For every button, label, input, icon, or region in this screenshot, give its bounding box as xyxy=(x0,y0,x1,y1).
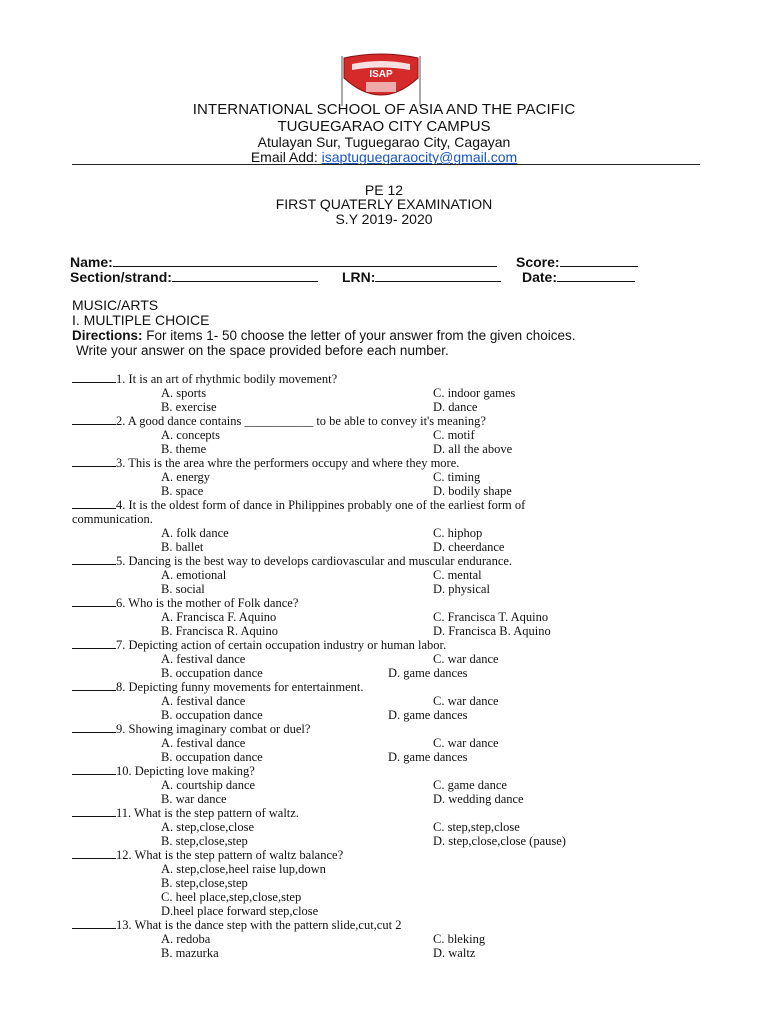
question-11 xyxy=(72,806,712,820)
choice-a: A. Francisca F. Aquino xyxy=(161,610,277,624)
school-address: Atulayan Sur, Tuguegarao City, Cagayan xyxy=(257,134,511,150)
choice-c: C. war dance xyxy=(433,694,499,708)
question-12 xyxy=(72,848,712,862)
choice-a: A. concepts xyxy=(161,428,221,442)
question-4-continued: communication. xyxy=(72,512,153,526)
choice-c: C. motif xyxy=(433,428,475,442)
exam-school-year: S.Y 2019- 2020 xyxy=(335,211,433,227)
choice-b: B. occupation dance xyxy=(161,708,263,722)
section-blank[interactable] xyxy=(172,270,318,282)
school-logo-icon xyxy=(336,52,426,108)
question-7 xyxy=(72,638,712,652)
choice-a: A. step,close,heel raise lup,down xyxy=(161,862,326,876)
choice-b: B. social xyxy=(161,582,205,596)
choice-d: D. game dances xyxy=(388,708,468,722)
answer-blank[interactable] xyxy=(72,372,116,383)
choice-d: D. waltz xyxy=(433,946,476,960)
score-blank[interactable] xyxy=(560,255,638,267)
question-8 xyxy=(72,680,712,694)
name-blank[interactable] xyxy=(113,255,497,267)
question-9 xyxy=(72,722,712,736)
name-label: Name: xyxy=(70,254,113,270)
question-text: 4. It is the oldest form of dance in Philippines probably one of the earliest form of xyxy=(116,498,526,512)
choice-b: B. Francisca R. Aquino xyxy=(161,624,279,638)
choice-c: C. mental xyxy=(433,568,482,582)
score-field xyxy=(516,254,638,270)
answer-blank[interactable] xyxy=(72,596,116,607)
section-area: MUSIC/ARTS xyxy=(72,297,159,313)
answer-blank[interactable] xyxy=(72,554,116,565)
name-field xyxy=(70,254,497,270)
question-13 xyxy=(72,918,712,932)
header-divider xyxy=(72,164,700,165)
school-email-line xyxy=(0,149,768,165)
choice-a: A. festival dance xyxy=(161,652,246,666)
choice-a: A. redoba xyxy=(161,932,211,946)
choice-d: D. Francisca B. Aquino xyxy=(433,624,551,638)
answer-blank[interactable] xyxy=(72,414,116,425)
date-label: Date: xyxy=(522,269,558,285)
directions-label: Directions: xyxy=(72,328,143,343)
choice-b: B. mazurka xyxy=(161,946,219,960)
question-1 xyxy=(72,372,712,386)
section-field xyxy=(70,269,318,285)
choice-d: D. all the above xyxy=(433,442,513,456)
question-text: 9. Showing imaginary combat or duel? xyxy=(116,722,311,736)
question-3 xyxy=(72,456,712,470)
question-text: 6. Who is the mother of Folk dance? xyxy=(116,596,299,610)
directions-text-1: For items 1- 50 choose the letter of your answer from the given choices. xyxy=(142,328,576,343)
choice-c: C. timing xyxy=(433,470,481,484)
answer-blank[interactable] xyxy=(72,680,116,691)
choice-c: C. bleking xyxy=(433,932,486,946)
question-text: 11. What is the step pattern of waltz. xyxy=(116,806,299,820)
lrn-label: LRN: xyxy=(342,269,376,285)
choice-a: A. courtship dance xyxy=(161,778,256,792)
date-blank[interactable] xyxy=(557,270,635,282)
question-text: 3. This is the area whre the performers occupy and where they more. xyxy=(116,456,460,470)
choice-d: D. step,close,close (pause) xyxy=(433,834,566,848)
campus-name: TUGUEGARAO CITY CAMPUS xyxy=(277,118,491,135)
choice-c: C. Francisca T. Aquino xyxy=(433,610,549,624)
question-text: 13. What is the dance step with the pattern slide,cut,cut 2 xyxy=(116,918,402,932)
choice-c: C. war dance xyxy=(433,652,499,666)
choice-d: D. game dances xyxy=(388,666,468,680)
choice-b: B. occupation dance xyxy=(161,750,263,764)
directions xyxy=(72,328,702,358)
choice-d: D. game dances xyxy=(388,750,468,764)
choice-c: C. indoor games xyxy=(433,386,516,400)
school-name: INTERNATIONAL SCHOOL OF ASIA AND THE PACIFIC xyxy=(192,101,576,118)
choice-c: C. game dance xyxy=(433,778,507,792)
question-text: 2. A good dance contains ___________ to be able to convey it's meaning? xyxy=(116,414,486,428)
choice-d: D.heel place forward step,close xyxy=(161,904,319,918)
answer-blank[interactable] xyxy=(72,806,116,817)
email-label: Email Add: xyxy=(250,149,322,165)
answer-blank[interactable] xyxy=(72,456,116,467)
choice-a: A. emotional xyxy=(161,568,227,582)
question-4 xyxy=(72,498,712,512)
choice-a: A. festival dance xyxy=(161,694,246,708)
question-text: 12. What is the step pattern of waltz balance? xyxy=(116,848,344,862)
choice-c: C. war dance xyxy=(433,736,499,750)
question-10 xyxy=(72,764,712,778)
choice-b: B. ballet xyxy=(161,540,204,554)
choice-d: D. cheerdance xyxy=(433,540,505,554)
answer-blank[interactable] xyxy=(72,764,116,775)
choice-a: A. energy xyxy=(161,470,211,484)
question-2 xyxy=(72,414,712,428)
choice-b: B. theme xyxy=(161,442,207,456)
choice-b: B. step,close,step xyxy=(161,876,248,890)
choice-a: A. folk dance xyxy=(161,526,229,540)
exam-title: FIRST QUATERLY EXAMINATION xyxy=(275,196,493,212)
lrn-field xyxy=(342,269,501,285)
section-label: Section/strand: xyxy=(70,269,172,285)
directions-text-2: Write your answer on the space provided before each number. xyxy=(76,343,449,358)
choice-d: D. wedding dance xyxy=(433,792,524,806)
question-6 xyxy=(72,596,712,610)
choice-b: B. occupation dance xyxy=(161,666,263,680)
lrn-blank[interactable] xyxy=(375,270,501,282)
question-text: 5. Dancing is the best way to develops cardiovascular and muscular endurance. xyxy=(116,554,513,568)
choice-c: C. hiphop xyxy=(433,526,483,540)
choice-d: D. bodily shape xyxy=(433,484,512,498)
choice-b: B. exercise xyxy=(161,400,217,414)
answer-blank[interactable] xyxy=(72,498,116,509)
choice-b: B. space xyxy=(161,484,204,498)
choice-a: A. step,close,close xyxy=(161,820,255,834)
choice-c: C. heel place,step,close,step xyxy=(161,890,302,904)
question-text: 1. It is an art of rhythmic bodily movement? xyxy=(116,372,338,386)
score-label: Score: xyxy=(516,254,560,270)
question-text: 10. Depicting love making? xyxy=(116,764,255,778)
answer-blank[interactable] xyxy=(72,918,116,929)
choice-b: B. step,close,step xyxy=(161,834,248,848)
answer-blank[interactable] xyxy=(72,848,116,859)
choice-a: A. festival dance xyxy=(161,736,246,750)
answer-blank[interactable] xyxy=(72,638,116,649)
date-field xyxy=(522,269,635,285)
choice-d: D. dance xyxy=(433,400,478,414)
question-text: 8. Depicting funny movements for entertainment. xyxy=(116,680,364,694)
logo-text: ISAP xyxy=(369,69,393,80)
question-5 xyxy=(72,554,712,568)
section-part: I. MULTIPLE CHOICE xyxy=(72,312,210,328)
choice-d: D. physical xyxy=(433,582,490,596)
email-link[interactable]: isaptuguegaraocity@gmail.com xyxy=(321,149,518,165)
choice-a: A. sports xyxy=(161,386,207,400)
question-text: 7. Depicting action of certain occupation industry or human labor. xyxy=(116,638,447,652)
exam-subject: PE 12 xyxy=(364,182,404,198)
choice-b: B. war dance xyxy=(161,792,227,806)
answer-blank[interactable] xyxy=(72,722,116,733)
choice-c: C. step,step,close xyxy=(433,820,520,834)
